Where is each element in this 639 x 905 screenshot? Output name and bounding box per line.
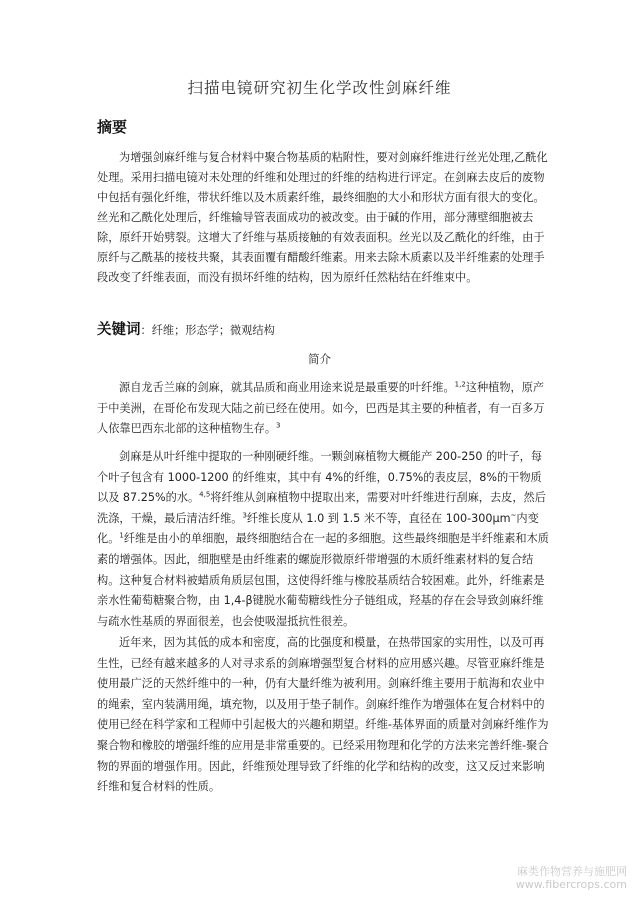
intro-paragraph-1 — [97, 378, 549, 440]
keywords-heading: 关键词 — [97, 322, 141, 338]
paragraph-text: 将纤维从剑麻植物中提取出来，需要对叶纤维进行刮麻，去皮，然后洗涤，干燥，最后清洁纤维。 — [97, 491, 546, 525]
site-watermark — [516, 865, 627, 891]
citation: 3 — [276, 421, 281, 430]
paragraph-text: 源自龙舌兰麻的剑麻，就其品质和商业用途来说是最重要的叶纤维。 — [119, 381, 455, 394]
abstract-text: 为增强剑麻纤维与复合材料中聚合物基质的粘附性，要对剑麻纤维进行丝光处理,乙酰化处理。采用扫描电镜对未处理的纤维和处理过的纤维的结构进行评定。在剑麻去皮后的废物中包括有强化纤维，带状纤维以及木质素纤维，最终细胞的大小和形状方面有很大的变化。丝光和乙酰化处理后，纤维输导管表面成功的被改变。由于碱的作用，部分薄壁细胞被去除，原纤开始劈裂。这增大了纤维与基质接触的有效表面积。丝光以及乙酰化的纤维，由于原纤与乙酰基的接枝共聚，其表面覆有醋酸纤维素。用来去除木质素以及半纤维素的处理手段改变了纤维表面，而没有损坏纤维的结构，因为原纤任然粘结在纤维束中。 — [97, 151, 548, 284]
intro-heading: 简介 — [308, 352, 331, 366]
paragraph-text: 这种植物，原产于中美洲，在哥伦布发现大陆之前已经在使用。如今，巴西是其主要的种植者，有一百多万人依靠巴西东北部的这种植物生存。 — [97, 381, 545, 436]
intro-paragraph-3: 近年来，因为其低的成本和密度，高的比强度和模量，在热带国家的实用性，以及可再生性，已经有越来越多的人对寻求系的剑麻增强型复合材料的应用感兴趣。尽管亚麻纤维是使用最广泛的天然纤维中的一种，仍有大量纤维为被利用。剑麻纤维主要用于航海和农业中的绳索，室内装满用绳，填充物，以及用于垫子制作。剑麻纤维作为增强体在复合材料中的使用已经在科学家和工程师中引起极大的兴趣和期望。纤维-基体界面的质量对剑麻纤维作为聚合物和橡胶的增强纤维的应用是非常重要的。已经采用物理和化学的方法来完善纤维-聚合物的界面的增强作用。因此，纤维预处理导致了纤维的化学和结构的改变，这又反过来影响纤维和复合材料的性质。 — [97, 636, 549, 794]
paragraph-text: 剑麻是从叶纤维中提取的一种刚硬纤维。一颗剑麻植物大概能产 200-250 的叶子，每个叶子包含有 1000-1200 的纤维束，其中有 4%的纤维，0.75%的表皮层，8%的干物质以及 87.25%的水。 — [97, 450, 543, 505]
keywords-text: ：纤维；形态学；微观结构 — [140, 324, 275, 337]
paragraph-text: 纤维长度从 1.0 到 1.5 米不等，直径在 100-300μm — [246, 511, 511, 525]
citation: 1 — [119, 531, 124, 540]
paragraph-text: 纤维是由小的单细胞，最终细胞结合在一起的多细胞。这些最终细胞是半纤维素和木质素的增强体。因此，细胞壁是由纤维素的螺旋形微原纤带增强的木质纤维素材料的复合结构。这种复合材料被蜡质角质层包围，这使得纤维与橡胶基质结合较困难。此外，纤维素是亲水性葡萄糖聚合物，由 1,4-β键脱水葡萄糖线性分子链组成，羟基的存在会导致剑麻纤维与疏水性基质的界面很差，也会使吸湿抵抗性很差。 — [97, 532, 549, 628]
citation: 3 — [242, 511, 247, 520]
abstract-heading: 摘要 — [97, 118, 128, 136]
keywords-line — [97, 318, 275, 339]
intro-paragraph-2 — [97, 447, 549, 632]
citation: ~ — [510, 511, 517, 520]
watermark-site-name: 麻类作物营养与施肥网 — [517, 865, 627, 878]
citation: 4,5 — [199, 490, 211, 499]
document-title: 扫描电镜研究初生化学改性剑麻纤维 — [187, 79, 452, 97]
paragraph-text: 内变化。 — [97, 511, 539, 546]
watermark-url: www.fibercrops.com — [515, 878, 627, 891]
citation: 1,2 — [454, 380, 466, 389]
